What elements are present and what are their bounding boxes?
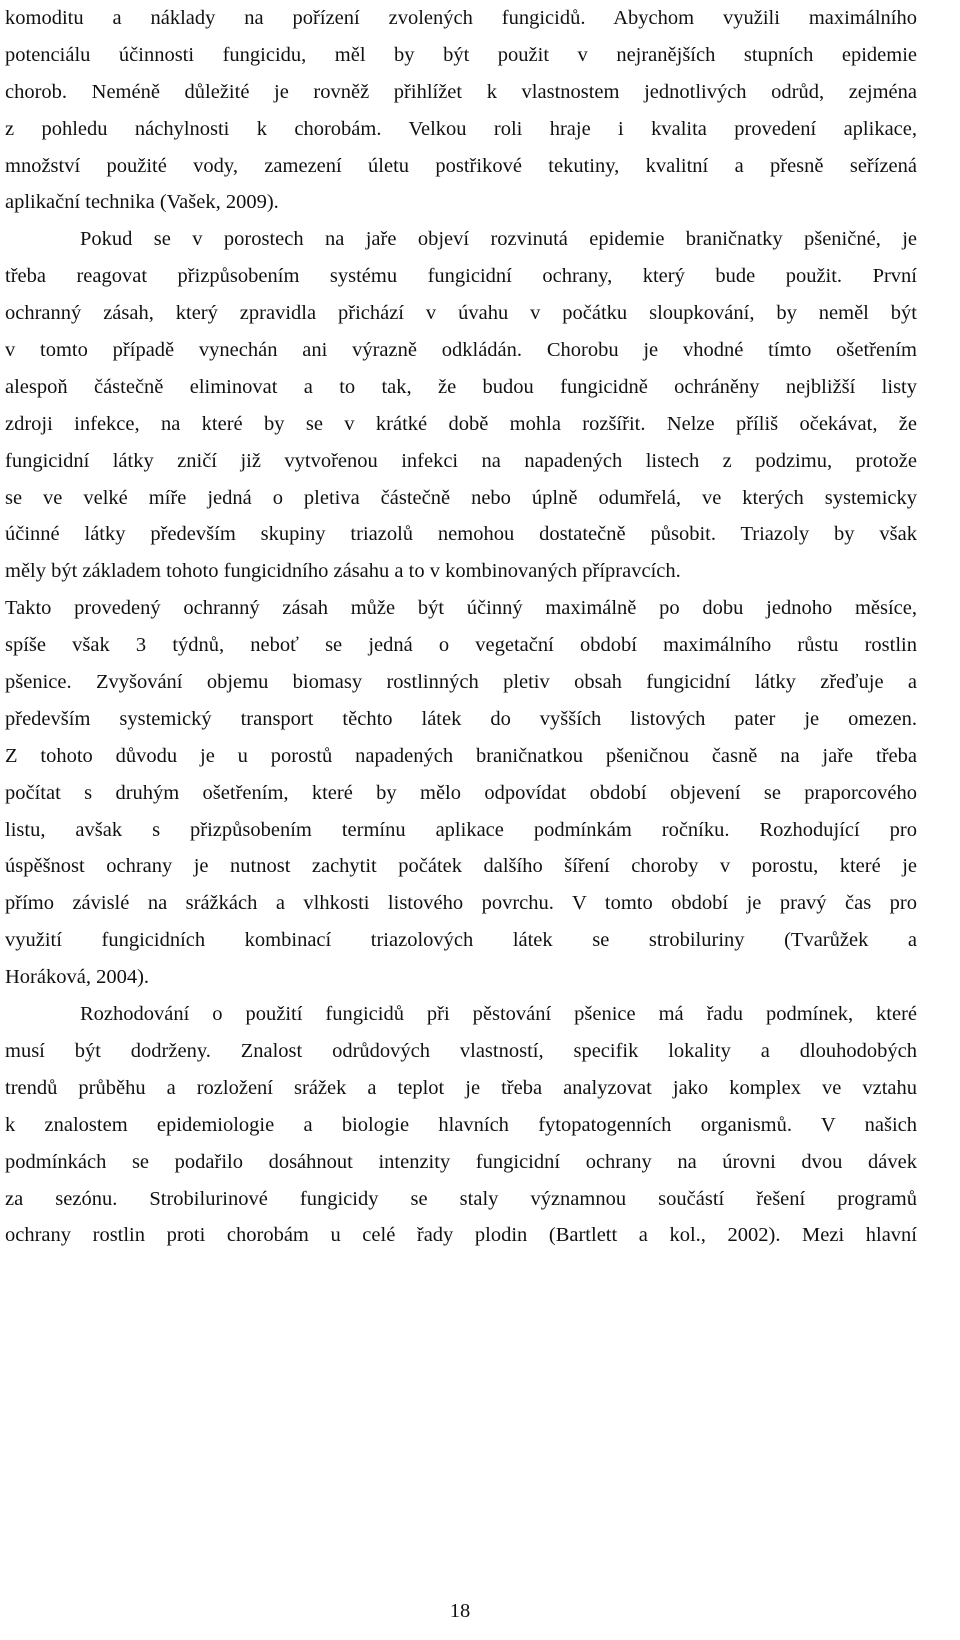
text-line: využití fungicidních kombinací triazolových látek se strobiluriny (Tvarůžek a bbox=[5, 929, 917, 952]
text-line: alespoň částečně eliminovat a to tak, že budou fungicidně ochráněny nejbližší listy bbox=[5, 375, 917, 398]
text-line: z pohledu náchylnosti k chorobám. Velkou roli hraje i kvalita provedení aplikace, bbox=[5, 117, 917, 140]
text-line: v tomto případě vynechán ani výrazně odkládán. Chorobu je vhodné tímto ošetřením bbox=[5, 339, 917, 362]
text-line: spíše však 3 týdnů, neboť se jedná o vegetační období maximálního růstu rostlin bbox=[5, 634, 917, 657]
text-line: třeba reagovat přizpůsobením systému fungicidní ochrany, který bude použit. První bbox=[5, 265, 917, 288]
text-line: ochrany rostlin proti chorobám u celé řady plodin (Bartlett a kol., 2002). Mezi hlavní bbox=[5, 1224, 917, 1247]
text-line: přímo závislé na srážkách a vlhkosti listového povrchu. V tomto období je pravý čas pro bbox=[5, 892, 917, 915]
text-line: komoditu a náklady na pořízení zvolených fungicidů. Abychom využili maximálního bbox=[5, 7, 917, 29]
text-line: trendů průběhu a rozložení srážek a teplot je třeba analyzovat jako komplex ve vztahu bbox=[5, 1076, 917, 1099]
text-line: Takto provedený ochranný zásah může být účinný maximálně po dobu jednoho měsíce, bbox=[5, 597, 917, 620]
text-line: Z tohoto důvodu je u porostů napadených braničnatkou pšeničnou časně na jaře třeba bbox=[5, 744, 917, 767]
text-line: především systemický transport těchto látek do vyšších listových pater je omezen. bbox=[5, 707, 917, 730]
text-line: zdroji infekce, na které by se v krátké době mohla rozšířit. Nelze příliš očekávat, že bbox=[5, 412, 917, 435]
text-line: za sezónu. Strobilurinové fungicidy se staly významnou součástí řešení programů bbox=[5, 1187, 917, 1210]
text-line: měly být základem tohoto fungicidního zásahu a to v kombinovaných přípravcích. bbox=[5, 560, 681, 583]
text-line: Pokud se v porostech na jaře objeví rozvinutá epidemie braničnatky pšeničné, je bbox=[80, 228, 917, 251]
text-line: musí být dodrženy. Znalost odrůdových vlastností, specifik lokality a dlouhodobých bbox=[5, 1039, 917, 1062]
text-line: počítat s druhým ošetřením, které by mělo odpovídat období objevení se praporcového bbox=[5, 781, 917, 804]
text-line: fungicidní látky zničí již vytvořenou infekci na napadených listech z podzimu, protože bbox=[5, 449, 917, 472]
text-line: úspěšnost ochrany je nutnost zachytit počátek dalšího šíření choroby v porostu, které je bbox=[5, 855, 917, 878]
text-line: listu, avšak s přizpůsobením termínu aplikace podmínkám ročníku. Rozhodující pro bbox=[5, 818, 917, 841]
text-line: potenciálu účinnosti fungicidu, měl by být použit v nejranějších stupních epidemie bbox=[5, 43, 917, 66]
text-line: k znalostem epidemiologie a biologie hlavních fytopatogenních organismů. V našich bbox=[5, 1113, 917, 1136]
text-line: podmínkách se podařilo dosáhnout intenzity fungicidní ochrany na úrovni dvou dávek bbox=[5, 1150, 917, 1173]
body-text bbox=[5, 0, 917, 1254]
text-line: pšenice. Zvyšování objemu biomasy rostlinných pletiv obsah fungicidní látky zřeďuje a bbox=[5, 671, 917, 694]
text-line: množství použité vody, zamezení úletu postřikové tekutiny, kvalitní a přesně seřízená bbox=[5, 154, 917, 177]
text-line: chorob. Neméně důležité je rovněž přihlížet k vlastnostem jednotlivých odrůd, zejména bbox=[5, 80, 917, 103]
page-number: 18 bbox=[449, 1600, 471, 1622]
text-line: Horáková, 2004). bbox=[5, 966, 150, 989]
text-line: Rozhodování o použití fungicidů při pěstování pšenice má řadu podmínek, které bbox=[80, 1003, 917, 1026]
text-line: účinné látky především skupiny triazolů nemohou dostatečně působit. Triazoly by však bbox=[5, 523, 917, 546]
text-line: ochranný zásah, který zpravidla přichází v úvahu v počátku sloupkování, by neměl být bbox=[5, 302, 917, 325]
text-line: se ve velké míře jedná o pletiva částečně nebo úplně odumřelá, ve kterých systemicky bbox=[5, 486, 917, 509]
text-line: aplikační technika (Vašek, 2009). bbox=[5, 191, 279, 214]
